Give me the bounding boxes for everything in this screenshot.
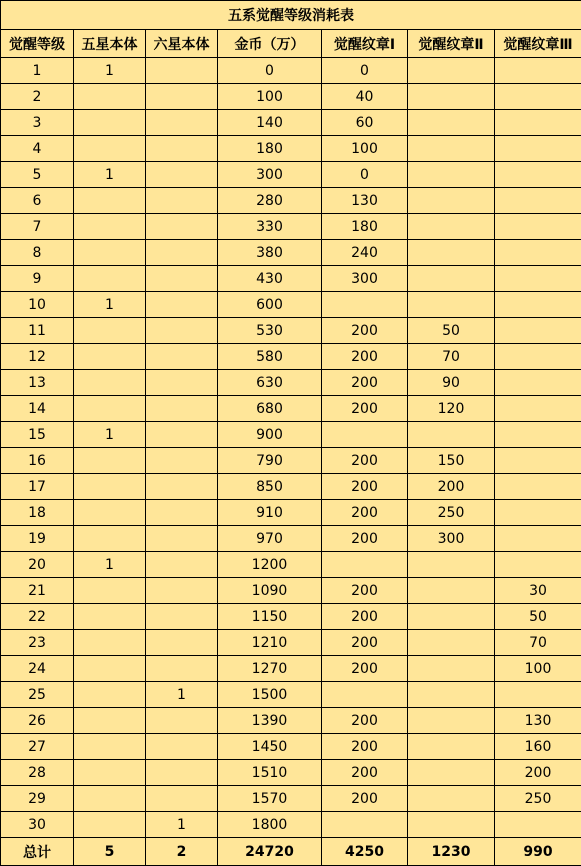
table-cell: 680 <box>218 396 322 422</box>
table-cell: 50 <box>408 318 495 344</box>
table-cell <box>74 812 146 838</box>
table-cell: 11 <box>1 318 74 344</box>
table-cell: 1210 <box>218 630 322 656</box>
table-cell <box>495 84 581 110</box>
table-cell: 100 <box>322 136 408 162</box>
table-cell: 1510 <box>218 760 322 786</box>
table-cell: 16 <box>1 448 74 474</box>
table-cell: 1090 <box>218 578 322 604</box>
table-cell: 600 <box>218 292 322 318</box>
header-row <box>1 30 581 58</box>
table-cell <box>495 162 581 188</box>
table-cell <box>495 370 581 396</box>
table-cell <box>74 136 146 162</box>
table-cell: 160 <box>495 734 581 760</box>
table-cell <box>408 630 495 656</box>
table-title: 五系觉醒等级消耗表 <box>1 1 581 30</box>
table-cell: 200 <box>322 760 408 786</box>
table-row <box>1 370 581 396</box>
table-row <box>1 162 581 188</box>
table-cell <box>146 734 218 760</box>
table-cell: 200 <box>495 760 581 786</box>
table-cell: 1800 <box>218 812 322 838</box>
table-cell <box>146 214 218 240</box>
table-cell: 100 <box>218 84 322 110</box>
table-cell: 250 <box>408 500 495 526</box>
table-row <box>1 812 581 838</box>
table-cell: 6 <box>1 188 74 214</box>
table-cell <box>322 552 408 578</box>
table-cell <box>408 162 495 188</box>
table-cell <box>408 214 495 240</box>
table-cell <box>495 682 581 708</box>
table-cell <box>408 136 495 162</box>
table-cell <box>146 58 218 84</box>
table-cell <box>495 58 581 84</box>
table-cell <box>322 682 408 708</box>
table-cell <box>74 578 146 604</box>
header-crest-2: 觉醒纹章Ⅱ <box>408 30 495 58</box>
table-cell <box>408 812 495 838</box>
table-cell: 200 <box>322 656 408 682</box>
table-cell: 850 <box>218 474 322 500</box>
table-cell <box>146 292 218 318</box>
table-row <box>1 136 581 162</box>
table-cell <box>495 318 581 344</box>
table-cell <box>74 344 146 370</box>
table-cell: 8 <box>1 240 74 266</box>
table-cell: 280 <box>218 188 322 214</box>
table-row <box>1 344 581 370</box>
table-cell: 1 <box>1 58 74 84</box>
table-cell <box>74 656 146 682</box>
table-cell <box>146 552 218 578</box>
table-cell <box>146 162 218 188</box>
table-row <box>1 682 581 708</box>
table-row <box>1 500 581 526</box>
table-cell <box>408 708 495 734</box>
table-cell: 0 <box>218 58 322 84</box>
table-cell: 1 <box>74 552 146 578</box>
table-cell <box>495 344 581 370</box>
table-row <box>1 448 581 474</box>
table-cell: 380 <box>218 240 322 266</box>
table-row <box>1 292 581 318</box>
table-cell <box>74 474 146 500</box>
table-cell: 12 <box>1 344 74 370</box>
table-cell: 17 <box>1 474 74 500</box>
table-cell <box>74 84 146 110</box>
total-cell: 2 <box>146 838 218 866</box>
header-crest-3: 觉醒纹章Ⅲ <box>495 30 581 58</box>
header-six-star: 六星本体 <box>146 30 218 58</box>
table-cell: 200 <box>322 630 408 656</box>
table-cell <box>408 266 495 292</box>
table-cell <box>408 656 495 682</box>
table-row <box>1 474 581 500</box>
table-row <box>1 318 581 344</box>
table-cell <box>74 370 146 396</box>
table-cell: 200 <box>322 708 408 734</box>
table-cell <box>74 760 146 786</box>
table-cell <box>74 214 146 240</box>
table-cell <box>146 370 218 396</box>
table-cell: 1 <box>74 58 146 84</box>
table-cell: 200 <box>322 500 408 526</box>
total-cell: 24720 <box>218 838 322 866</box>
table-cell: 200 <box>408 474 495 500</box>
table-cell: 900 <box>218 422 322 448</box>
table-row <box>1 526 581 552</box>
table-cell: 200 <box>322 734 408 760</box>
table-cell: 24 <box>1 656 74 682</box>
table-cell <box>408 604 495 630</box>
table-cell <box>74 708 146 734</box>
table-cell: 13 <box>1 370 74 396</box>
table-cell: 240 <box>322 240 408 266</box>
table-cell <box>146 240 218 266</box>
table-cell <box>146 318 218 344</box>
table-cell <box>146 448 218 474</box>
table-cell: 0 <box>322 58 408 84</box>
table-cell <box>408 682 495 708</box>
table-cell <box>495 188 581 214</box>
table-cell <box>408 240 495 266</box>
table-cell: 10 <box>1 292 74 318</box>
table-cell: 300 <box>408 526 495 552</box>
table-cell: 70 <box>408 344 495 370</box>
table-cell: 200 <box>322 604 408 630</box>
table-cell <box>146 630 218 656</box>
table-cell: 0 <box>322 162 408 188</box>
table-row <box>1 396 581 422</box>
table-cell: 28 <box>1 760 74 786</box>
table-cell: 70 <box>495 630 581 656</box>
table-cell: 130 <box>495 708 581 734</box>
table-cell: 120 <box>408 396 495 422</box>
table-cell: 300 <box>322 266 408 292</box>
header-crest-1: 觉醒纹章Ⅰ <box>322 30 408 58</box>
table-cell: 9 <box>1 266 74 292</box>
header-gold: 金币（万） <box>218 30 322 58</box>
table-cell <box>74 318 146 344</box>
table-cell <box>74 786 146 812</box>
table-cell: 200 <box>322 578 408 604</box>
table-cell <box>408 84 495 110</box>
table-cell: 970 <box>218 526 322 552</box>
table-cell <box>74 266 146 292</box>
table-row <box>1 786 581 812</box>
table-cell <box>74 396 146 422</box>
table-cell <box>495 214 581 240</box>
table-cell <box>74 110 146 136</box>
total-cell: 990 <box>495 838 581 866</box>
table-cell: 1150 <box>218 604 322 630</box>
table-cell: 1 <box>146 812 218 838</box>
table-cell <box>74 604 146 630</box>
table-row <box>1 760 581 786</box>
table-cell: 21 <box>1 578 74 604</box>
table-cell: 910 <box>218 500 322 526</box>
table-cell: 4 <box>1 136 74 162</box>
table-cell <box>408 552 495 578</box>
table-row <box>1 188 581 214</box>
table-cell <box>74 448 146 474</box>
table-cell: 200 <box>322 318 408 344</box>
table-cell <box>408 292 495 318</box>
table-cell: 1 <box>146 682 218 708</box>
table-cell: 60 <box>322 110 408 136</box>
total-cell: 4250 <box>322 838 408 866</box>
table-cell <box>146 110 218 136</box>
table-row <box>1 708 581 734</box>
table-cell <box>495 526 581 552</box>
table-cell: 790 <box>218 448 322 474</box>
table-cell: 18 <box>1 500 74 526</box>
table-cell: 1 <box>74 162 146 188</box>
table-cell: 30 <box>495 578 581 604</box>
table-cell: 180 <box>322 214 408 240</box>
table-cell: 200 <box>322 370 408 396</box>
table-cell: 200 <box>322 526 408 552</box>
table-cell: 1570 <box>218 786 322 812</box>
table-cell <box>74 188 146 214</box>
header-level: 觉醒等级 <box>1 30 74 58</box>
table-cell <box>146 708 218 734</box>
table-cell: 580 <box>218 344 322 370</box>
table-row <box>1 578 581 604</box>
table-cell: 2 <box>1 84 74 110</box>
table-cell <box>146 136 218 162</box>
table-cell <box>408 188 495 214</box>
table-row <box>1 110 581 136</box>
table-cell: 25 <box>1 682 74 708</box>
table-cell <box>74 630 146 656</box>
table-cell: 29 <box>1 786 74 812</box>
table-cell: 7 <box>1 214 74 240</box>
table-cell: 150 <box>408 448 495 474</box>
table-cell: 1450 <box>218 734 322 760</box>
table-cell <box>408 760 495 786</box>
table-cell: 430 <box>218 266 322 292</box>
table-cell <box>74 500 146 526</box>
table-cell: 200 <box>322 396 408 422</box>
table-cell <box>408 110 495 136</box>
header-five-star: 五星本体 <box>74 30 146 58</box>
table-cell <box>408 734 495 760</box>
table-row <box>1 266 581 292</box>
table-row <box>1 214 581 240</box>
table-cell <box>146 500 218 526</box>
table-cell <box>146 760 218 786</box>
table-cell <box>322 292 408 318</box>
table-cell: 100 <box>495 656 581 682</box>
table-cell <box>495 240 581 266</box>
table-row <box>1 58 581 84</box>
table-cell <box>146 526 218 552</box>
table-cell <box>74 240 146 266</box>
table-cell: 200 <box>322 786 408 812</box>
table-cell <box>146 578 218 604</box>
table-cell <box>74 734 146 760</box>
table-cell <box>146 422 218 448</box>
table-row <box>1 422 581 448</box>
table-cell <box>495 136 581 162</box>
table-cell <box>408 58 495 84</box>
table-cell <box>146 786 218 812</box>
table-cell <box>495 110 581 136</box>
table-cell <box>408 578 495 604</box>
table-cell: 130 <box>322 188 408 214</box>
table-row <box>1 552 581 578</box>
table-cell <box>495 500 581 526</box>
table-cell <box>146 656 218 682</box>
table-cell <box>146 344 218 370</box>
table-cell <box>495 474 581 500</box>
table-cell: 50 <box>495 604 581 630</box>
table-cell <box>408 786 495 812</box>
total-cell: 1230 <box>408 838 495 866</box>
table-row <box>1 604 581 630</box>
table-cell: 1270 <box>218 656 322 682</box>
table-cell <box>146 396 218 422</box>
table-cell <box>495 292 581 318</box>
table-cell: 1 <box>74 292 146 318</box>
table-cell: 90 <box>408 370 495 396</box>
table-cell: 530 <box>218 318 322 344</box>
table-cell: 1 <box>74 422 146 448</box>
table-cell: 20 <box>1 552 74 578</box>
table-row <box>1 240 581 266</box>
table-cell <box>146 188 218 214</box>
table-cell <box>495 448 581 474</box>
table-cell: 22 <box>1 604 74 630</box>
table-cell: 140 <box>218 110 322 136</box>
table-cell: 14 <box>1 396 74 422</box>
total-label: 总计 <box>1 838 74 866</box>
table-cell: 26 <box>1 708 74 734</box>
table-cell <box>74 526 146 552</box>
table-row <box>1 656 581 682</box>
table-cell: 300 <box>218 162 322 188</box>
table-cell <box>146 84 218 110</box>
table-cell: 250 <box>495 786 581 812</box>
table-cell <box>408 422 495 448</box>
table-cell <box>495 812 581 838</box>
table-cell: 1390 <box>218 708 322 734</box>
table-cell: 330 <box>218 214 322 240</box>
table-row <box>1 630 581 656</box>
table-cell: 19 <box>1 526 74 552</box>
table-cell <box>495 266 581 292</box>
table-cell <box>495 422 581 448</box>
table-cell: 200 <box>322 474 408 500</box>
table-cell <box>146 266 218 292</box>
table-cell: 1200 <box>218 552 322 578</box>
table-row <box>1 84 581 110</box>
table-cell: 630 <box>218 370 322 396</box>
table-cell <box>322 422 408 448</box>
table-cell <box>74 682 146 708</box>
table-cell <box>322 812 408 838</box>
table-body <box>1 58 581 866</box>
table-cell: 40 <box>322 84 408 110</box>
total-row <box>1 838 581 866</box>
total-cell: 5 <box>74 838 146 866</box>
table-cell <box>495 396 581 422</box>
table-row <box>1 734 581 760</box>
table-cell <box>495 552 581 578</box>
table-cell: 15 <box>1 422 74 448</box>
table-cell: 180 <box>218 136 322 162</box>
table-cell <box>146 474 218 500</box>
table-cell: 27 <box>1 734 74 760</box>
table-cell: 200 <box>322 344 408 370</box>
table-cell <box>146 604 218 630</box>
table-cell: 200 <box>322 448 408 474</box>
table-cell: 3 <box>1 110 74 136</box>
table-cell: 1500 <box>218 682 322 708</box>
table-cell: 30 <box>1 812 74 838</box>
table-cell: 23 <box>1 630 74 656</box>
table-cell: 5 <box>1 162 74 188</box>
